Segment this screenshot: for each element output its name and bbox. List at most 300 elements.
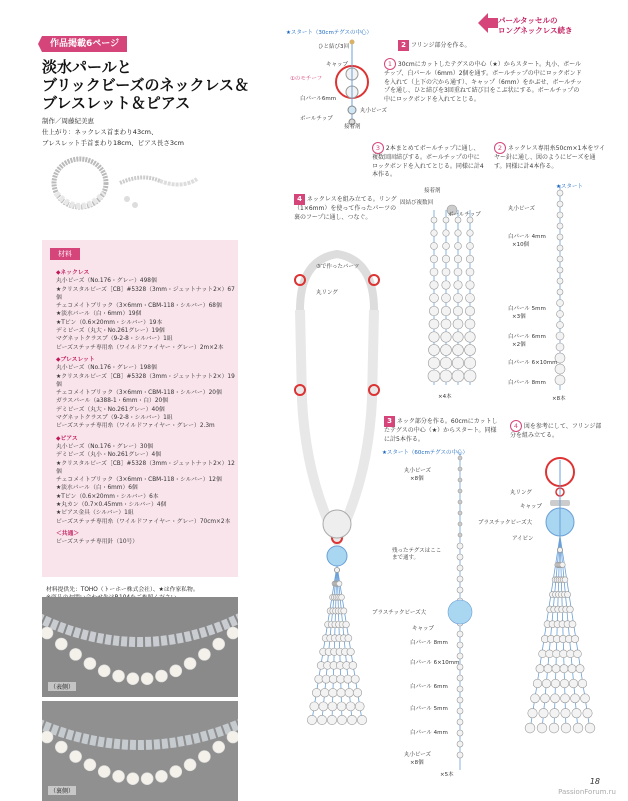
- materials-item: デミビーズ（丸大・No.261グレー）19個: [56, 328, 165, 335]
- bead: [329, 675, 337, 683]
- bead: [327, 715, 336, 724]
- label-whitepearl6: 白パール6mm: [300, 96, 337, 102]
- bead: [550, 708, 559, 717]
- bead: [441, 319, 451, 329]
- bead: [453, 306, 463, 316]
- bead: [213, 638, 225, 650]
- continuation-line-1: パールタッセルの: [498, 16, 558, 25]
- label-wp610: 白パール 6×10mm: [508, 360, 558, 366]
- photo-back-label: （裏側）: [50, 788, 75, 795]
- title-line-1: 淡水パールと: [42, 58, 132, 76]
- bead: [457, 719, 463, 725]
- bead: [561, 723, 571, 733]
- bead: [454, 281, 463, 290]
- bead: [568, 665, 576, 673]
- credit-size-2: ブレスレット手首まわり18cm、ピアス長さ3cm: [42, 139, 184, 147]
- bead: [455, 243, 462, 250]
- bead: [560, 679, 569, 688]
- bead: [457, 675, 463, 681]
- materials-item: ★Tピン（0.6×20mm・シルバー）19本: [56, 319, 163, 326]
- bead: [329, 688, 338, 697]
- bead: [442, 294, 451, 303]
- bead: [557, 278, 563, 284]
- bead: [430, 294, 439, 303]
- step-2-number: 2: [398, 40, 409, 51]
- bead: [457, 642, 463, 648]
- label-wp8b: 白パール 8mm: [410, 640, 448, 646]
- label-wp5: 白パール 5mm: [508, 306, 546, 312]
- bead: [184, 658, 196, 670]
- bead: [312, 688, 321, 697]
- bead: [553, 650, 561, 658]
- bead: [55, 741, 67, 753]
- bead: [557, 201, 563, 207]
- bead: [184, 759, 196, 771]
- bead: [457, 730, 463, 736]
- bead: [573, 723, 583, 733]
- photo-front: [42, 597, 238, 697]
- bead: [467, 243, 474, 250]
- materials-item: ★クリスタルビーズ［CB］#5328（3mm・ジェットナット2×）67個: [56, 286, 235, 301]
- bead: [344, 675, 352, 683]
- label-plastic2: プラスチックビーズ大: [478, 520, 533, 526]
- label-eyepin: アイピン: [512, 536, 534, 542]
- label-ballchip2: ボールチップ: [448, 212, 481, 218]
- bead: [442, 268, 450, 276]
- label-cap3: キャップ: [520, 504, 543, 510]
- four-strand-diagram: [420, 190, 480, 390]
- bead: [113, 770, 125, 782]
- label-wp8: 白パール 8mm: [508, 380, 546, 386]
- materials-box: [42, 240, 238, 577]
- photo-back: [42, 701, 238, 801]
- label-wp6: 白パール 6mm: [508, 334, 546, 340]
- bead: [452, 370, 464, 382]
- bead: [465, 345, 476, 356]
- bead: [198, 751, 210, 763]
- bead: [457, 752, 463, 758]
- bead: [561, 708, 570, 717]
- bead: [453, 332, 464, 343]
- substep-3-number: 3: [372, 142, 384, 154]
- credit-block: [42, 116, 242, 149]
- bead: [170, 665, 182, 677]
- bead: [567, 650, 575, 658]
- bead: [440, 370, 452, 382]
- bead: [557, 267, 563, 273]
- bead: [98, 665, 110, 677]
- bead: [307, 715, 316, 724]
- label-start30: ★スタート（30cmテグスの中心）: [286, 30, 373, 36]
- label-cap2: キャップ: [412, 626, 435, 632]
- materials-item: 丸小ビーズ（No.176・グレー）498個: [56, 278, 157, 285]
- label-hitomusubi: ひと結び3回: [318, 44, 349, 50]
- bead: [542, 679, 551, 688]
- bead: [227, 627, 238, 639]
- materials-section-title: ◆ブレスレット: [56, 356, 95, 363]
- materials-item: デミビーズ（丸小・No.261グレー）4個: [56, 452, 162, 459]
- substep-1-number: 1: [384, 58, 396, 70]
- credit-author: 制作／周藤紀美恵: [42, 117, 94, 125]
- label-start60: ★スタート（60cmテグスの中心）: [382, 450, 469, 456]
- bead: [457, 653, 463, 659]
- materials-item: ★丸カン（0.7×0.45mm・シルバー）4個: [56, 502, 167, 509]
- bead: [567, 606, 574, 613]
- label-wp6b: 白パール 6mm: [410, 684, 448, 690]
- bead: [556, 343, 564, 351]
- bead: [141, 773, 153, 785]
- label-x8c: ×8個: [410, 760, 424, 766]
- bead: [551, 679, 560, 688]
- materials-item: チェコメイトブリック（3×6mm・CBM-118・シルバー）20個: [56, 390, 222, 397]
- bead: [466, 268, 474, 276]
- materials-item: ★淡水パール（白・6mm）6個: [56, 485, 138, 492]
- materials-item: ビーズステッチ専用針（10号）: [56, 539, 139, 546]
- bead: [335, 568, 340, 573]
- materials-item: ★ピアス金具（シルバー）1組: [56, 510, 134, 517]
- bead: [328, 702, 337, 711]
- watermark: PassionForum.ru: [558, 788, 616, 796]
- bead: [531, 694, 540, 703]
- label-x3: ×3個: [512, 314, 526, 320]
- label-wp4b: 白パール 4mm: [410, 730, 448, 736]
- label-wp610b: 白パール 6×10mm: [410, 660, 460, 666]
- bead: [337, 581, 342, 586]
- bead: [70, 648, 82, 660]
- bead: [198, 648, 210, 660]
- label-maruko: 丸小ビーズ: [360, 108, 388, 114]
- bead: [337, 688, 346, 697]
- title-line-2: ブリックビーズのネックレス＆: [42, 76, 250, 94]
- continuation-tag: [498, 16, 594, 36]
- bead: [113, 670, 125, 682]
- bead: [458, 511, 462, 515]
- bead: [458, 500, 462, 504]
- bead: [322, 675, 330, 683]
- bead: [84, 759, 96, 771]
- bead: [429, 332, 440, 343]
- bead: [585, 723, 595, 733]
- substep-4-number: 4: [510, 420, 522, 432]
- label-maruko4: 丸小ビーズ: [404, 752, 432, 758]
- bead: [549, 723, 559, 733]
- label-x8b: ×8個: [410, 476, 424, 482]
- bead: [583, 708, 592, 717]
- bead: [337, 675, 345, 683]
- bead: [428, 357, 440, 369]
- bead: [458, 478, 462, 482]
- bead: [345, 688, 354, 697]
- label-x4: ×4本: [438, 394, 452, 400]
- bead: [551, 694, 560, 703]
- bead: [576, 665, 584, 673]
- bead: [533, 679, 542, 688]
- materials-item: ビーズステッチ専用糸（ワイルドファイヤー・グレー）2.3m: [56, 423, 215, 430]
- bead: [310, 702, 319, 711]
- bead: [431, 243, 438, 250]
- label-plastic: プラスチックビーズ大: [372, 610, 427, 616]
- bead: [544, 665, 552, 673]
- bead: [558, 548, 563, 553]
- bead: [457, 576, 463, 582]
- bead: [429, 345, 440, 356]
- bead: [466, 255, 474, 263]
- bead: [213, 741, 225, 753]
- bead: [428, 370, 440, 382]
- bead: [443, 243, 450, 250]
- label-wp4: 白パール 4mm: [508, 234, 546, 240]
- bead: [430, 255, 438, 263]
- bead: [453, 345, 464, 356]
- bead: [574, 650, 582, 658]
- materials-item: 丸小ビーズ（No.176・グレー）198個: [56, 365, 157, 372]
- bead: [430, 268, 438, 276]
- bead: [569, 621, 576, 628]
- bead: [441, 345, 452, 356]
- bead: [315, 675, 323, 683]
- bead: [557, 322, 564, 329]
- bead: [341, 608, 347, 614]
- bead: [457, 554, 463, 560]
- bead: [466, 294, 475, 303]
- photo-front-label: （表側）: [50, 684, 75, 691]
- bead: [525, 723, 535, 733]
- bead: [560, 562, 565, 567]
- bead: [465, 306, 475, 316]
- bead: [353, 688, 362, 697]
- bead: [453, 319, 463, 329]
- bead: [343, 621, 350, 628]
- bead: [441, 332, 452, 343]
- bead: [84, 658, 96, 670]
- bead: [339, 594, 345, 600]
- credit-size-1: 仕上がり：ネックレス首まわり43cm、: [42, 128, 158, 136]
- label-x8: ×8本: [552, 396, 566, 402]
- label-x2: ×2個: [512, 342, 526, 348]
- bead: [457, 565, 463, 571]
- label-bond: 接着剤: [344, 124, 361, 130]
- label-maruko2: 丸小ビーズ: [508, 206, 536, 212]
- bead: [442, 281, 451, 290]
- substep-2-number: 2: [494, 142, 506, 154]
- materials-item: ガラスパール（a388-1・6mm・白）20個: [56, 398, 169, 405]
- bead: [452, 357, 464, 369]
- bead: [155, 670, 167, 682]
- materials-item: ★Tピン（0.6×20mm・シルバー）6本: [56, 493, 159, 500]
- article-title: [42, 58, 252, 112]
- bead: [552, 665, 560, 673]
- label-katamusubi: 固結び複数回: [400, 200, 434, 206]
- bead: [557, 300, 564, 307]
- bead: [557, 311, 564, 318]
- bead: [465, 332, 476, 343]
- bead: [357, 715, 366, 724]
- bead: [448, 600, 472, 624]
- step-3b-text: 3 ネック部分を作る。60cmにカットしたテグスの中心（★）からスタート。同様に計5本作る。: [384, 417, 498, 443]
- bead: [539, 708, 548, 717]
- bead: [467, 230, 474, 237]
- materials-heading: 材料: [50, 248, 80, 260]
- bead: [464, 357, 476, 369]
- bead: [155, 770, 167, 782]
- page-ref-ribbon: 作品掲載6ページ: [42, 36, 127, 52]
- materials-section-title: ＜共通＞: [56, 530, 80, 537]
- bead: [457, 543, 463, 549]
- materials-item: デミビーズ（丸大・No.261グレー）40個: [56, 406, 165, 413]
- bead: [571, 635, 578, 642]
- bead: [442, 255, 450, 263]
- bead: [541, 694, 550, 703]
- bead: [560, 650, 568, 658]
- bead: [562, 577, 568, 583]
- bead: [569, 679, 578, 688]
- bead: [127, 773, 139, 785]
- bead: [458, 489, 462, 493]
- materials-section-title: ◆ピアス: [56, 435, 78, 442]
- bead: [345, 635, 352, 642]
- label-maru2: 丸リング: [510, 490, 532, 496]
- step-4-number: 4: [294, 194, 305, 205]
- bead: [55, 638, 67, 650]
- bead: [127, 673, 139, 685]
- step-4b-text: 4 図を参考にして、フリンジ部分を組み立てる。: [510, 422, 602, 439]
- neck-strand-diagram: [440, 452, 480, 772]
- label-x5: ×5本: [440, 772, 454, 778]
- bead: [431, 217, 437, 223]
- materials-item: ★淡水パール（白・6mm）19個: [56, 311, 142, 318]
- bead: [457, 741, 463, 747]
- step-2b-text: 2 ネックレス専用糸50cm×1本をワイヤー針に通し、図のようにビーズを通す。同様に計4本作る。: [494, 144, 606, 170]
- bead: [560, 665, 568, 673]
- materials-list: [56, 265, 236, 547]
- step-2-title: 2 フリンジ部分を作る。: [398, 40, 598, 51]
- step-2-text: 1 30cmにカットしたテグスの中心（★）からスタート。丸小、ボールチップ、白パール（6mm）2個を通す。ボールチップの中にロックボンドを入れて（上下の穴から通す）、キャップ（6mm）をかぶせ、ボールチップを通し、ひと結びを3回重ねて結び目をこぶ状にする。ボールチップの中にロックボンドを入れてとじる。: [384, 60, 583, 103]
- label-ballchip: ボールチップ: [300, 116, 333, 122]
- materials-item: マグネットクラスプ（9-2-8・シルバー）1組: [56, 415, 173, 422]
- bead: [349, 662, 357, 670]
- bead: [528, 708, 537, 717]
- bead: [98, 766, 110, 778]
- bead: [557, 234, 563, 240]
- materials-item: ★クリスタルビーズ［CB］#5328（3mm・ジェットナット2×）19個: [56, 373, 235, 388]
- label-wp5b: 白パール 5mm: [410, 706, 448, 712]
- label-start: ★スタート: [556, 184, 583, 190]
- bead: [539, 650, 547, 658]
- necklace-thumbnail: [42, 153, 238, 219]
- label-left: 残ったテグスはここまで通す。: [392, 548, 442, 561]
- bead: [337, 715, 346, 724]
- bead: [454, 294, 463, 303]
- bead: [578, 679, 587, 688]
- bead: [443, 230, 450, 237]
- label-made3: ③で作ったパーツ: [316, 264, 360, 270]
- bead: [455, 230, 462, 237]
- supply-line-1: 材料提供先：TOHO（トーホー株式会社）、★は作家私物。: [46, 587, 199, 593]
- bead: [170, 766, 182, 778]
- materials-item: ★クリスタルビーズ［CB］#5328（3mm・ジェットナット2×）12個: [56, 460, 235, 475]
- bead: [441, 306, 451, 316]
- bead: [347, 715, 356, 724]
- bead: [429, 306, 439, 316]
- bead: [317, 715, 326, 724]
- bead: [227, 731, 238, 743]
- bead: [337, 702, 346, 711]
- continuation-line-2: ロングネックレス続き: [498, 26, 573, 35]
- bead: [557, 223, 563, 229]
- bead: [561, 694, 570, 703]
- bead: [457, 631, 463, 637]
- bead: [457, 708, 463, 714]
- bead: [465, 319, 475, 329]
- bead: [346, 702, 355, 711]
- fringe-assembly-diagram: [520, 440, 600, 740]
- bead: [141, 673, 153, 685]
- bead: [564, 591, 570, 597]
- bead: [42, 627, 53, 639]
- label-motif: ①のモチーフ: [290, 76, 323, 82]
- materials-item: マグネットクラスプ（9-2-8・シルバー）1組: [56, 336, 173, 343]
- bead: [454, 268, 462, 276]
- bead: [457, 697, 463, 703]
- bead: [571, 694, 580, 703]
- full-necklace-diagram: [282, 240, 392, 730]
- label-maruko3: 丸小ビーズ: [404, 468, 432, 474]
- bead: [458, 533, 462, 537]
- bead: [431, 230, 438, 237]
- materials-item: ビーズステッチ専用糸（ワイルドファイヤー・グレー）70cm×2本: [56, 518, 231, 525]
- bead: [581, 694, 590, 703]
- bead: [319, 702, 328, 711]
- title-line-3: ブレスレット＆ピアス: [42, 94, 191, 112]
- bead: [320, 688, 329, 697]
- step-4-text: 4 ネックレスを組み立てる。リング（1×6mm）を使って作ったパーツの裏のフープに通し、つなぐ。: [294, 195, 397, 221]
- product-photo-small: [42, 153, 238, 219]
- bead: [557, 212, 563, 218]
- bead: [466, 281, 475, 290]
- materials-section-title: ◆ネックレス: [56, 270, 90, 276]
- bead: [458, 467, 462, 471]
- bead: [70, 751, 82, 763]
- continue-arrow-icon: [478, 13, 498, 33]
- bead: [42, 731, 53, 743]
- materials-item: 丸小ビーズ（No.176・グレー）30個: [56, 443, 154, 450]
- materials-item: ビーズステッチ専用糸（ワイルドファイヤー・グレー）2m×2本: [56, 344, 224, 351]
- bead: [557, 289, 563, 295]
- bead: [546, 650, 554, 658]
- bead: [430, 281, 439, 290]
- bead: [458, 522, 462, 526]
- page-number: 18: [589, 777, 600, 786]
- bead: [351, 675, 359, 683]
- bead: [557, 245, 563, 251]
- bead: [536, 665, 544, 673]
- materials-item: チェコメイトブリック（3×6mm・CBM-118・シルバー）12個: [56, 477, 222, 484]
- step-3-text: 3 2本まとめてボールチップに通し、複数回固結びする。ボールチップの中にロックボンドを入れてとじる。同様に計4本作る。: [372, 144, 484, 178]
- label-cap: キャップ: [326, 62, 349, 68]
- bead: [355, 702, 364, 711]
- bead: [537, 723, 547, 733]
- bead: [557, 256, 563, 262]
- bead: [572, 708, 581, 717]
- bead: [429, 319, 439, 329]
- bead: [457, 686, 463, 692]
- label-bond2: 接着剤: [424, 188, 441, 194]
- label-x10: ×10個: [512, 242, 530, 248]
- bead: [464, 370, 476, 382]
- bead: [347, 648, 354, 655]
- bead: [457, 587, 463, 593]
- bead: [440, 357, 452, 369]
